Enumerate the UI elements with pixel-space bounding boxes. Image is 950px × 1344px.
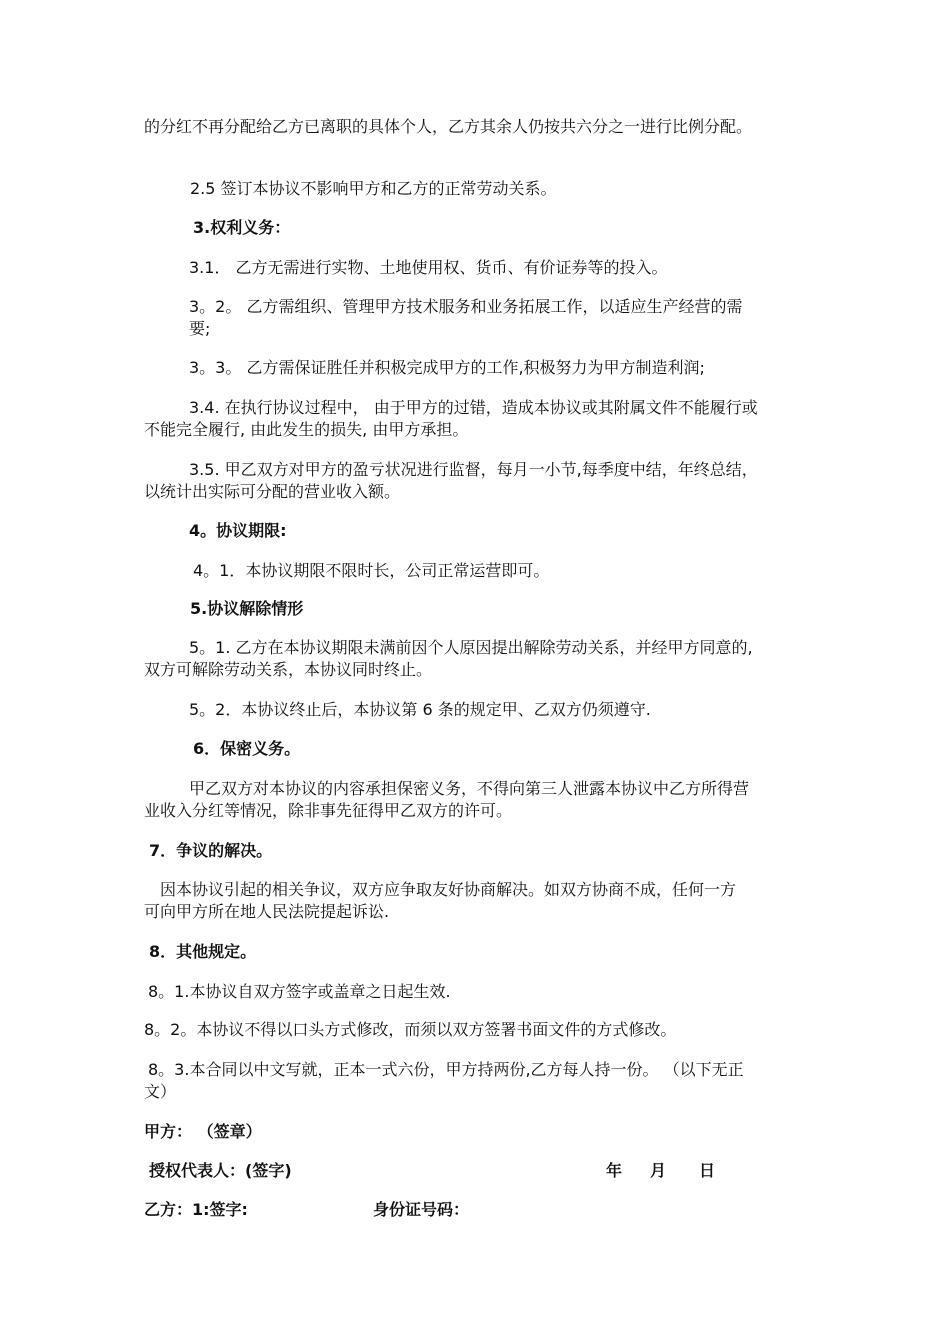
clause-6-line2: 业收入分红等情况，除非事先征得甲乙双方的许可。 bbox=[144, 801, 513, 820]
clause-7-line1: 因本协议引起的相关争议，双方应争取友好协商解决。如双方协商不成，任何一方 bbox=[160, 880, 737, 899]
clause-3-3: 3。3。 乙方需保证胜任并积极完成甲方的工作,积极努力为甲方制造利润; bbox=[189, 358, 705, 377]
date-day-label: 日 bbox=[699, 1161, 716, 1180]
clause-3-5-line1: 3.5. 甲乙双方对甲方的盈亏状况进行监督，每月一小节,每季度中结，年终总结， bbox=[189, 460, 758, 479]
clause-3-4-line1: 3.4. 在执行协议过程中， 由于甲方的过错，造成本协议或其附属文件不能履行或 bbox=[189, 398, 758, 417]
clause-5-2: 5。2．本协议终止后，本协议第 6 条的规定甲、乙双方仍须遵守. bbox=[189, 700, 651, 719]
clause-8-1: 8。1.本协议自双方签字或盖章之日起生效. bbox=[148, 982, 451, 1001]
clause-3-2-line1: 3。2。 乙方需组织、管理甲方技术服务和业务拓展工作，以适应生产经营的需 bbox=[189, 297, 743, 316]
clause-3-1: 3.1． 乙方无需进行实物、土地使用权、货币、有价证券等的投入。 bbox=[189, 258, 668, 277]
party-b-sign-label: 乙方：1:签字: bbox=[144, 1200, 248, 1219]
clause-7-line2: 可向甲方所在地人民法院提起诉讼. bbox=[144, 902, 390, 921]
section-4-heading: 4。协议期限: bbox=[189, 521, 287, 540]
clause-5-1-line1: 5。1. 乙方在本协议期限未满前因个人原因提出解除劳动关系，并经甲方同意的, bbox=[189, 638, 753, 657]
date-month-label: 月 bbox=[650, 1161, 667, 1180]
clause-4-1: 4。1．本协议期限不限时长，公司正常运营即可。 bbox=[193, 561, 550, 580]
id-number-label: 身份证号码： bbox=[373, 1200, 470, 1219]
paragraph-line: 的分红不再分配给乙方已离职的具体个人，乙方其余人仍按共六分之一进行比例分配。 bbox=[144, 117, 753, 136]
section-5-heading: 5.协议解除情形 bbox=[190, 599, 304, 618]
clause-2-5: 2.5 签订本协议不影响甲方和乙方的正常劳动关系。 bbox=[190, 179, 557, 198]
clause-8-3-line1: 8。3.本合同以中文写就，正本一式六份，甲方持两份,乙方每人持一份。 （以下无正 bbox=[148, 1060, 744, 1079]
authorized-rep-label: 授权代表人：(签字) bbox=[149, 1161, 292, 1180]
section-8-heading: 8．其他规定。 bbox=[149, 942, 257, 961]
section-3-heading: 3.权利义务： bbox=[193, 218, 291, 237]
clause-8-3-line2: 文） bbox=[144, 1082, 177, 1101]
clause-3-4-line2: 不能完全履行, 由此发生的损失, 由甲方承担。 bbox=[144, 420, 469, 439]
party-a-seal-label: 甲方： （签章） bbox=[144, 1122, 262, 1141]
clause-5-1-line2: 双方可解除劳动关系，本协议同时终止。 bbox=[144, 660, 433, 679]
clause-3-2-line2: 要; bbox=[189, 319, 211, 338]
section-7-heading: 7．争议的解决。 bbox=[149, 841, 273, 860]
date-year-label: 年 bbox=[606, 1161, 623, 1180]
section-6-heading: 6．保密义务。 bbox=[193, 739, 301, 758]
clause-6-line1: 甲乙双方对本协议的内容承担保密义务，不得向第三人泄露本协议中乙方所得营 bbox=[189, 779, 750, 798]
clause-3-5-line2: 以统计出实际可分配的营业收入额。 bbox=[144, 482, 401, 501]
clause-8-2: 8。2。本协议不得以口头方式修改，而须以双方签署书面文件的方式修改。 bbox=[144, 1020, 677, 1039]
